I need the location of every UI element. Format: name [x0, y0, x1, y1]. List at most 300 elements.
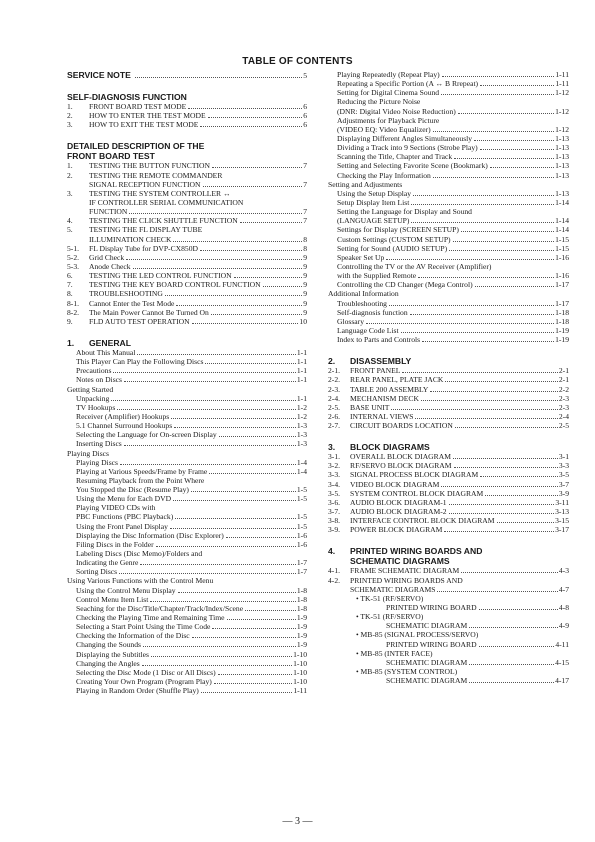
page-number: 1-10 [293, 677, 307, 687]
toc-entry[interactable] [328, 189, 569, 198]
leader-dots [433, 177, 554, 178]
page-number: 9 [303, 289, 307, 299]
toc-entry[interactable] [328, 394, 569, 403]
toc-entry[interactable] [67, 280, 307, 289]
entry-body [350, 470, 569, 479]
toc-entry[interactable] [328, 480, 569, 489]
toc-entry[interactable] [67, 216, 307, 225]
toc-entry[interactable] [328, 566, 569, 575]
leader-dots [449, 250, 554, 251]
toc-entry[interactable] [67, 595, 307, 604]
right-top-list [328, 70, 569, 344]
entry-text: Creating Your Own Program (Program Play) [76, 677, 212, 687]
toc-section-service-note[interactable] [67, 70, 307, 80]
toc-entry[interactable] [328, 658, 569, 667]
entry-text: Controlling the CD Changer (Mega Control) [337, 280, 473, 290]
toc-subheading [328, 649, 569, 658]
toc-entry[interactable] [67, 586, 307, 595]
toc-entry[interactable] [328, 253, 569, 262]
entry-text: You Stopped the Disc (Resume Play) [76, 485, 189, 495]
toc-entry[interactable] [67, 207, 307, 216]
toc-entry[interactable] [328, 640, 569, 649]
leader-dots [129, 213, 302, 214]
entry-text: Language Code List [337, 325, 399, 335]
toc-entry[interactable] [328, 107, 569, 116]
entry-text: Setting for Digital Cinema Sound [337, 88, 440, 98]
disassembly-list [328, 366, 569, 430]
entry-text: PBC Functions (PBC Playback) [76, 512, 174, 522]
toc-entry[interactable] [67, 613, 307, 622]
page-number: 7 [303, 216, 307, 226]
toc-entry[interactable] [328, 171, 569, 180]
entry-text: SIGNAL PROCESS BLOCK DIAGRAM [350, 470, 479, 480]
page-number: 1-3 [296, 421, 307, 431]
entry-text: Precautions [76, 366, 112, 376]
toc-entry[interactable] [328, 507, 569, 516]
toc-entry[interactable] [67, 357, 307, 366]
toc-entry[interactable] [67, 244, 307, 253]
leader-dots [263, 286, 303, 287]
entry-text: INTERFACE CONTROL BLOCK DIAGRAM [350, 516, 495, 526]
toc-entry[interactable] [328, 525, 569, 534]
toc-entry[interactable] [328, 317, 569, 326]
entry-text: RF/SERVO BLOCK DIAGRAM [350, 461, 452, 471]
entry-body [337, 143, 569, 152]
leader-dots [453, 458, 558, 459]
entry-body [89, 171, 307, 180]
toc-entry[interactable] [328, 198, 569, 207]
entry-body [350, 525, 569, 534]
toc-entry[interactable] [328, 366, 569, 375]
page-number: 1-4 [296, 466, 307, 476]
page-number: 1-7 [296, 558, 307, 568]
entry-body [89, 299, 307, 308]
leader-dots [479, 646, 555, 647]
page-number: 3-11 [555, 497, 569, 507]
page-number: 6 [303, 120, 307, 130]
entry-body [337, 317, 569, 326]
entry-text: Grid Check [89, 252, 125, 262]
leader-dots [192, 637, 296, 638]
page-number: 7 [303, 207, 307, 217]
toc-entry[interactable] [67, 458, 307, 467]
leader-dots [171, 418, 296, 419]
entry-number: 3-3. [328, 470, 341, 480]
leader-dots [480, 149, 554, 150]
toc-entry[interactable] [67, 412, 307, 421]
entry-body [76, 467, 307, 476]
entry-text: Changing the Angles [76, 658, 140, 668]
toc-entry[interactable] [328, 516, 569, 525]
toc-entry[interactable] [67, 299, 307, 308]
toc-entry[interactable] [328, 280, 569, 289]
left-column [67, 70, 307, 695]
toc-entry[interactable] [67, 111, 307, 120]
leader-dots [111, 400, 296, 401]
entry-body [76, 558, 307, 567]
entry-text: Selecting the Language for On-screen Display [76, 430, 217, 440]
entry-text: Dividing a Track into 9 Sections (Strobe Play) [337, 143, 478, 153]
leader-dots [124, 381, 296, 382]
page-number: 1-14 [555, 197, 569, 207]
toc-entry[interactable] [67, 102, 307, 111]
toc-entry[interactable] [67, 348, 307, 357]
toc-entry[interactable] [328, 326, 569, 335]
toc-entry[interactable] [67, 631, 307, 640]
entry-text: TESTING THE BUTTON FUNCTION [89, 161, 211, 171]
toc-entry[interactable] [328, 470, 569, 479]
page-number: 4-7 [558, 584, 569, 594]
toc-entry[interactable] [67, 262, 307, 271]
leader-dots [205, 363, 295, 364]
section-title: BLOCK DIAGRAMS [350, 442, 430, 453]
leader-dots [211, 314, 302, 315]
entry-text: Setting and Adjustments [328, 179, 403, 189]
entry-text: • TK-51 (RF/SERVO) [356, 612, 424, 622]
toc-entry[interactable] [67, 235, 307, 244]
toc-entry[interactable] [67, 604, 307, 613]
entry-body [76, 512, 307, 521]
toc-entry[interactable] [328, 134, 569, 143]
toc-entry[interactable] [328, 412, 569, 421]
page-number: 1-15 [555, 234, 569, 244]
section-heading-pwb [328, 546, 569, 556]
toc-entry[interactable] [67, 512, 307, 521]
entry-body [350, 566, 569, 575]
entry-body [89, 180, 307, 189]
page-number: 1-13 [555, 170, 569, 180]
entry-text: Resuming Playback from the Point Where [76, 475, 205, 485]
entry-body [350, 489, 569, 498]
page-number: 1-11 [293, 686, 307, 696]
toc-entry[interactable] [67, 289, 307, 298]
entry-body [76, 348, 307, 357]
toc-entry[interactable] [67, 171, 307, 180]
entry-text: TABLE 200 ASSEMBLY [350, 384, 429, 394]
entry-text: (DNR: Digital Video Noise Reduction) [337, 106, 456, 116]
entry-text: Repeating a Specific Portion (A ↔ B Rrepeat) [337, 79, 479, 89]
page-number: 1-8 [296, 585, 307, 595]
toc-entry[interactable] [67, 567, 307, 576]
toc-entry[interactable] [67, 558, 307, 567]
page-number: 1-3 [296, 430, 307, 440]
entry-text: SCHEMATIC DIAGRAM [386, 621, 468, 631]
leader-dots [442, 76, 555, 77]
entry-text: Playing Repeatedly (Repeat Play) [337, 70, 440, 79]
page-number: 1-12 [555, 106, 569, 116]
entry-text: Glossary [337, 316, 364, 326]
toc-entry[interactable] [67, 439, 307, 448]
toc-entry[interactable] [328, 585, 569, 594]
toc-entry[interactable] [67, 668, 307, 677]
entry-text: FRAME SCHEMATIC DIAGRAM [350, 566, 460, 576]
toc-entry[interactable] [328, 375, 569, 384]
leader-dots [386, 259, 554, 260]
toc-entry[interactable] [67, 120, 307, 129]
entry-body [76, 494, 307, 503]
toc-entry[interactable] [67, 430, 307, 439]
entry-body [337, 107, 569, 116]
page-title: TABLE OF CONTENTS [242, 56, 353, 67]
entry-body [89, 216, 307, 225]
entry-text: Setting and Selecting Favorite Scene (Bookmark) [337, 161, 488, 171]
entry-number: 2. [67, 170, 73, 180]
page-number: 3-3 [558, 461, 569, 471]
leader-dots [212, 628, 296, 629]
leader-dots [449, 513, 554, 514]
entry-body [337, 244, 569, 253]
leader-dots [226, 537, 296, 538]
toc-subheading [328, 262, 569, 271]
entry-body [76, 659, 307, 668]
entry-number: 8. [67, 289, 73, 299]
page-number: 1-16 [555, 252, 569, 262]
toc-entry[interactable] [328, 421, 569, 430]
toc-entry[interactable] [328, 216, 569, 225]
page-number: 6 [303, 102, 307, 111]
entry-text: TESTING THE FL DISPLAY TUBE [89, 225, 203, 235]
entry-body [76, 595, 307, 604]
toc-entry[interactable] [67, 225, 307, 234]
entry-body [337, 308, 569, 317]
toc-entry[interactable] [67, 467, 307, 476]
page-number: 4-8 [558, 603, 569, 613]
entry-body [350, 366, 569, 375]
toc-entry[interactable] [67, 198, 307, 207]
entry-text: • MB-85 (INTER FACE) [356, 648, 433, 658]
toc-entry[interactable] [328, 161, 569, 170]
entry-body [76, 622, 307, 631]
entry-text: Using the Menu for Each DVD [76, 494, 172, 504]
entry-body [76, 613, 307, 622]
entry-number: 3-4. [328, 479, 341, 489]
toc-entry[interactable] [328, 79, 569, 88]
toc-entry[interactable] [67, 540, 307, 549]
entry-body [76, 631, 307, 640]
page-number: 1-5 [296, 494, 307, 504]
toc-entry[interactable] [67, 180, 307, 189]
toc-entry[interactable] [67, 403, 307, 412]
entry-text: Setting for Sound (AUDIO SETUP) [337, 243, 448, 253]
toc-entry[interactable] [328, 335, 569, 344]
toc-entry[interactable] [328, 225, 569, 234]
toc-subheading [67, 385, 307, 394]
entry-body [337, 225, 569, 234]
toc-entry[interactable] [328, 244, 569, 253]
leader-dots [119, 573, 296, 574]
entry-body [337, 235, 569, 244]
entry-text: Self-diagnosis function [337, 307, 408, 317]
page-number: 1-4 [296, 457, 307, 467]
leader-dots [191, 491, 296, 492]
entry-body [89, 289, 307, 298]
toc-entry[interactable] [328, 88, 569, 97]
toc-entry[interactable] [328, 235, 569, 244]
page-number: 2-3 [558, 393, 569, 403]
toc-entry[interactable] [328, 299, 569, 308]
entry-number: 9. [67, 316, 73, 326]
entry-number: 7. [67, 280, 73, 290]
toc-entry[interactable] [328, 143, 569, 152]
entry-number: 2-4. [328, 393, 341, 403]
entry-text: TROUBLESHOOTING [89, 289, 163, 299]
entry-body [76, 366, 307, 375]
entry-text: Settings for Display (SCREEN SETUP) [337, 225, 459, 235]
toc-entry[interactable] [67, 161, 307, 170]
leader-dots [475, 286, 554, 287]
page-number: 10 [299, 316, 307, 326]
entry-body [89, 225, 307, 234]
entry-body [350, 421, 569, 430]
toc-entry[interactable] [328, 308, 569, 317]
entry-text: Unpacking [76, 393, 110, 403]
toc-subheading [328, 207, 569, 216]
toc-entry[interactable] [67, 253, 307, 262]
page-number: 3-17 [555, 525, 569, 535]
leader-dots [444, 531, 554, 532]
entry-body [337, 216, 569, 225]
page-number: 1-3 [296, 439, 307, 449]
entry-body [350, 375, 569, 384]
entry-body [76, 650, 307, 659]
entry-text: MECHANISM DECK [350, 393, 419, 403]
toc-entry[interactable] [328, 125, 569, 134]
leader-dots [135, 77, 302, 78]
page-number: 7 [303, 179, 307, 189]
entry-text: Displaying the Disc Information (Disc Explorer) [76, 530, 224, 540]
entry-text: FLD AUTO TEST OPERATION [89, 316, 190, 326]
leader-dots [391, 409, 557, 410]
entry-body [76, 677, 307, 686]
entry-body [76, 586, 307, 595]
leader-dots [227, 619, 296, 620]
toc-entry[interactable] [67, 189, 307, 198]
toc-entry[interactable] [67, 271, 307, 280]
leader-dots [497, 522, 555, 523]
toc-entry[interactable] [328, 576, 569, 585]
page-number: 4-11 [555, 639, 569, 649]
page-number: 1-1 [296, 393, 307, 403]
toc-entry[interactable] [67, 375, 307, 384]
toc-entry[interactable] [67, 686, 307, 695]
entry-body [89, 262, 307, 271]
section-heading: SELF-DIAGNOSIS FUNCTION [67, 92, 187, 102]
toc-entry[interactable] [67, 531, 307, 540]
leader-dots [389, 305, 554, 306]
page-number: 8 [303, 234, 307, 244]
page-number: 1-14 [555, 216, 569, 226]
toc-entry[interactable] [67, 522, 307, 531]
toc-entry[interactable] [67, 308, 307, 317]
entry-text: The Main Power Cannot Be Turned On [89, 307, 209, 317]
leader-dots [143, 646, 296, 647]
entry-text: SCHEMATIC DIAGRAM [386, 676, 468, 686]
leader-dots [214, 683, 292, 684]
entry-body [76, 668, 307, 677]
leader-dots [176, 305, 302, 306]
entry-text: Setting the Language for Display and Sound [337, 207, 472, 217]
entry-body [337, 253, 569, 262]
toc-entry[interactable] [67, 677, 307, 686]
toc-entry[interactable] [67, 394, 307, 403]
entry-text: Receiver (Amplifier) Hookups [76, 411, 170, 421]
toc-entry[interactable] [67, 421, 307, 430]
entry-body [89, 120, 307, 129]
section-title: SCHEMATIC DIAGRAMS [350, 556, 450, 567]
toc-entry[interactable] [67, 659, 307, 668]
toc-subheading [328, 630, 569, 639]
entry-body [350, 498, 569, 507]
toc-subheading [328, 612, 569, 621]
entry-text: with the Supplied Remote [337, 271, 417, 281]
toc-entry[interactable] [328, 452, 569, 461]
leader-dots [422, 341, 554, 342]
entry-text: • MB-85 (SYSTEM CONTROL) [356, 667, 458, 677]
toc-entry[interactable] [328, 403, 569, 412]
entry-text: CIRCUIT BOARDS LOCATION [350, 421, 453, 431]
entry-number: 2-1. [328, 366, 341, 376]
entry-body [386, 658, 569, 667]
entry-text: SYSTEM CONTROL BLOCK DIAGRAM [350, 488, 484, 498]
toc-entry[interactable] [328, 498, 569, 507]
entry-text: Checking the Play Information [337, 170, 431, 180]
toc-entry[interactable] [67, 650, 307, 659]
toc-entry[interactable] [67, 485, 307, 494]
page-number: 1-5 [296, 485, 307, 495]
toc-entry[interactable] [67, 640, 307, 649]
page-number: 1-18 [555, 307, 569, 317]
toc-entry[interactable] [328, 152, 569, 161]
toc-entry[interactable] [328, 676, 569, 685]
page-number: 1-15 [555, 243, 569, 253]
entry-text: FRONT PANEL [350, 366, 401, 376]
right-column [328, 70, 569, 685]
front-board-list [67, 161, 307, 326]
toc-entry[interactable] [67, 317, 307, 326]
toc-entry[interactable] [328, 489, 569, 498]
leader-dots [461, 231, 554, 232]
leader-dots [212, 167, 302, 168]
leader-dots [137, 354, 296, 355]
toc-entry[interactable] [328, 621, 569, 630]
toc-entry[interactable] [328, 385, 569, 394]
entry-text: Reducing the Picture Noise [337, 97, 421, 107]
page-number: 1-5 [296, 521, 307, 531]
entry-text: SCHEMATIC DIAGRAM [386, 657, 468, 667]
entry-text: Custom Settings (CUSTOM SETUP) [337, 234, 451, 244]
toc-entry[interactable] [67, 366, 307, 375]
entry-text: TESTING THE KEY BOARD CONTROL FUNCTION [89, 280, 261, 290]
toc-entry[interactable] [328, 70, 569, 79]
section-heading-pwb-line2 [328, 556, 569, 566]
leader-dots [411, 222, 554, 223]
toc-entry[interactable] [67, 494, 307, 503]
leader-dots [469, 627, 558, 628]
section-title: SERVICE NOTE [67, 70, 131, 80]
toc-entry[interactable] [328, 271, 569, 280]
entry-text: PRINTED WIRING BOARD [386, 603, 477, 613]
page-number: 7 [303, 161, 307, 171]
toc-subheading [67, 476, 307, 485]
toc-subheading [328, 667, 569, 676]
entry-body [350, 461, 569, 470]
toc-entry[interactable] [328, 461, 569, 470]
toc-entry[interactable] [328, 603, 569, 612]
entry-number: 4-1. [328, 566, 341, 576]
toc-entry[interactable] [67, 622, 307, 631]
page-number: 1-16 [555, 271, 569, 281]
entry-text: AUDIO BLOCK DIAGRAM-1 [350, 497, 447, 507]
